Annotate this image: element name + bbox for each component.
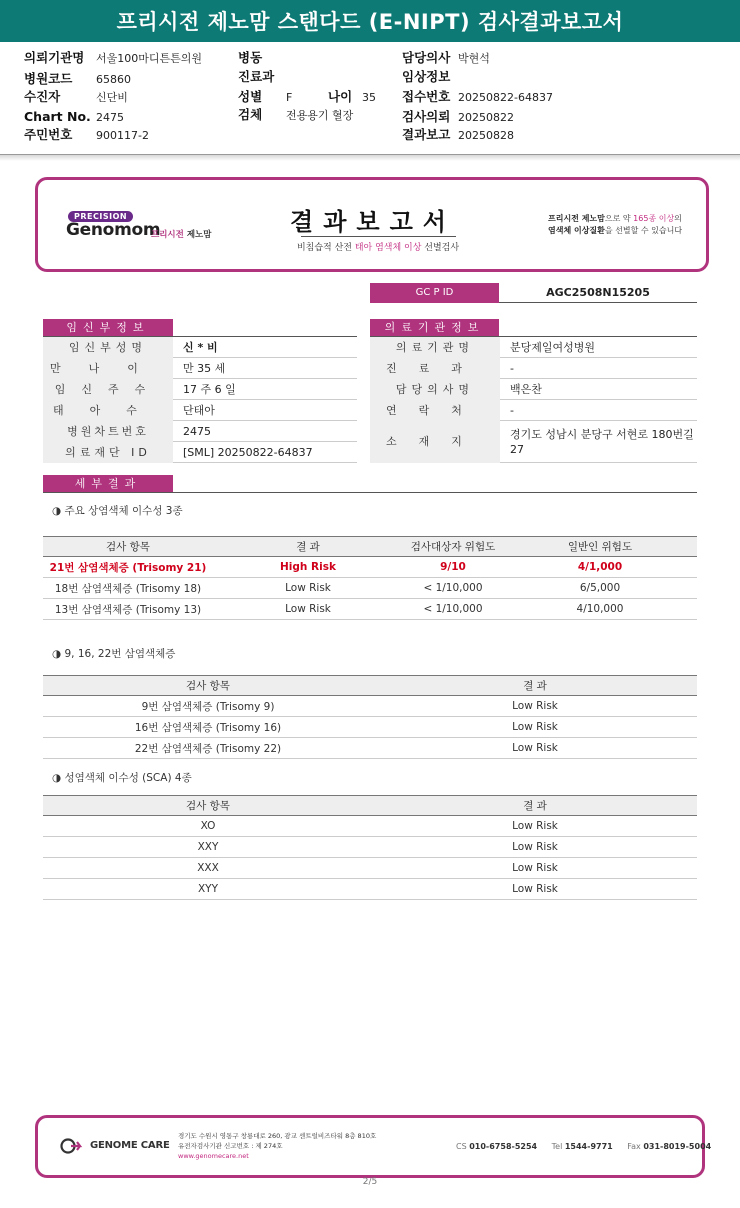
- cell: High Risk: [213, 557, 403, 578]
- header-request-date: 검사의뢰 20250822: [402, 109, 514, 124]
- cell: Low Risk: [373, 858, 697, 879]
- cell: 9/10: [403, 557, 503, 578]
- footer-address: 경기도 수원시 영통구 창룡대로 260, 광교 센트럴비즈타워 8층 810호 유전자검사기관 신고번호 : 제 274호 www.genomecare.net: [178, 1132, 377, 1160]
- hospital-row-dept: 진료과 -: [370, 358, 697, 379]
- table-row: [43, 696, 697, 717]
- detail-results-line: [43, 492, 697, 493]
- cell: Low Risk: [213, 578, 403, 599]
- pregnant-row-name: 임신부성명 신 * 비: [43, 337, 357, 358]
- card-tagline: 프리시전 제노맘으로 약 165종 이상의 염색체 이상질환을 선별할 수 있습니다: [548, 214, 683, 235]
- cell: XXY: [43, 837, 373, 858]
- major-aneuploidy-heading: ◑ 주요 상염색체 이수성 3종: [52, 505, 183, 517]
- hospital-info-label: 의료기관정보: [370, 319, 499, 336]
- table-row: [43, 858, 697, 879]
- report-title-card: [35, 177, 709, 272]
- genome-care-logo: GENOME CARE: [90, 1140, 170, 1151]
- cell: 9번 삼염색체증 (Trisomy 9): [43, 696, 373, 717]
- header-report-date: 결과보고 20250828: [402, 127, 514, 142]
- report-subtitle: 비침습적 산전 태아 염색체 이상 선별검사: [296, 243, 460, 253]
- cell: 4/1,000: [503, 557, 697, 578]
- pregnant-row-age: 만나이 만 35 세: [43, 358, 357, 379]
- header-resident-no: 주민번호 900117-2: [24, 127, 149, 142]
- hospital-row-address: 소재지 경기도 성남시 분당구 서현로 180번길 27: [370, 421, 697, 463]
- pregnant-row-fetus: 태아수 단태아: [43, 400, 357, 421]
- col-header: 결 과: [213, 537, 403, 557]
- header-specimen: 검체 전용용기 혈장: [238, 107, 354, 122]
- cell: Low Risk: [373, 837, 697, 858]
- table-row: [43, 599, 697, 620]
- cell: Low Risk: [373, 696, 697, 717]
- header-clinical-info: 임상정보: [402, 69, 451, 84]
- table-header-row: [43, 796, 697, 816]
- cell: 18번 삼염색체증 (Trisomy 18): [43, 578, 213, 599]
- table-row: [43, 717, 697, 738]
- col-header: 결 과: [373, 796, 697, 816]
- cell: Low Risk: [213, 599, 403, 620]
- cell: Low Risk: [373, 738, 697, 759]
- col-header: 결 과: [373, 676, 697, 696]
- detail-results-label: 세부결과: [43, 475, 173, 492]
- col-header: 검사 항목: [43, 676, 373, 696]
- footer-website: www.genomecare.net: [178, 1152, 249, 1160]
- cell: 16번 삼염색체증 (Trisomy 16): [43, 717, 373, 738]
- page-number: 2/5: [362, 1177, 378, 1187]
- gcpid-value: AGC2508N15205: [499, 283, 697, 303]
- header-patient: 수진자 신단비: [24, 89, 128, 104]
- cell: Low Risk: [373, 717, 697, 738]
- table-row: [43, 578, 697, 599]
- cell: XYY: [43, 879, 373, 900]
- header-hospital-code: 병원코드 65860: [24, 71, 131, 86]
- report-banner-title: 프리시전 제노맘 스탠다드 (E-NIPT) 검사결과보고서: [0, 0, 740, 42]
- table-row: [43, 738, 697, 759]
- header-divider: [0, 155, 740, 161]
- cell: < 1/10,000: [403, 578, 503, 599]
- pregnant-info-label: 임신부정보: [43, 319, 173, 336]
- hospital-row-contact: 연락처 -: [370, 400, 697, 421]
- table-header-row: [43, 537, 697, 557]
- table-row: [43, 879, 697, 900]
- header-doctor: 담당의사 박현석: [402, 50, 490, 65]
- genome-care-logo-icon: [60, 1137, 86, 1155]
- cell: XO: [43, 816, 373, 837]
- patient-header: [0, 42, 740, 155]
- table-row: [43, 557, 697, 578]
- header-chart-no: Chart No. 2475: [24, 109, 124, 124]
- title-underline: [301, 236, 456, 237]
- col-header: 검사대상자 위험도: [403, 537, 503, 557]
- header-receipt-no: 접수번호 20250822-64837: [402, 89, 553, 104]
- table-header-row: [43, 676, 697, 696]
- cell: 21번 삼염색체증 (Trisomy 21): [43, 557, 213, 578]
- trisomy-9-16-22-table: [43, 675, 697, 759]
- table-row: [43, 816, 697, 837]
- pregnant-row-foundation-id: 의료재단 ID [SML] 20250822-64837: [43, 442, 357, 463]
- hospital-row-doctor: 담당의사명 백은찬: [370, 379, 697, 400]
- logo-subtitle: 프리시전 제노맘: [151, 230, 212, 240]
- table-row: [43, 837, 697, 858]
- col-header: 검사 항목: [43, 537, 213, 557]
- pregnant-row-chart: 병원차트번호 2475: [43, 421, 357, 442]
- header-dept: 진료과: [238, 69, 275, 84]
- trisomy-9-16-22-heading: ◑ 9, 16, 22번 삼염색체증: [52, 648, 176, 660]
- header-ward: 병동: [238, 50, 263, 65]
- cell: 22번 삼염색체증 (Trisomy 22): [43, 738, 373, 759]
- cell: 13번 삼염색체증 (Trisomy 13): [43, 599, 213, 620]
- sca-heading: ◑ 성염색체 이수성 (SCA) 4종: [52, 772, 192, 784]
- genomom-logo: Genomom: [66, 220, 161, 240]
- header-sex-age: 성별 F 나이 35: [238, 89, 376, 104]
- footer-contacts: CS 010-6758-5254 Tel 1544-9771 Fax 031-8019-5004: [456, 1142, 712, 1151]
- cell: Low Risk: [373, 816, 697, 837]
- cell: XXX: [43, 858, 373, 879]
- gcpid-label: GC P ID: [370, 283, 499, 303]
- col-header: 일반인 위험도: [503, 537, 697, 557]
- cell: < 1/10,000: [403, 599, 503, 620]
- cell: 6/5,000: [503, 578, 697, 599]
- precision-badge: PRECISION: [68, 211, 133, 222]
- hospital-row-name: 의료기관명 분당제일여성병원: [370, 337, 697, 358]
- cell: Low Risk: [373, 879, 697, 900]
- col-header: 검사 항목: [43, 796, 373, 816]
- major-aneuploidy-table: [43, 536, 697, 620]
- report-title: 결과보고서: [290, 208, 456, 236]
- cell: 4/10,000: [503, 599, 697, 620]
- sca-table: [43, 795, 697, 900]
- header-requester: 의뢰기관명 서울100마디튼튼의원: [24, 50, 203, 65]
- pregnant-row-weeks: 임신주수 17 주 6 일: [43, 379, 357, 400]
- footer-card: [35, 1115, 712, 1178]
